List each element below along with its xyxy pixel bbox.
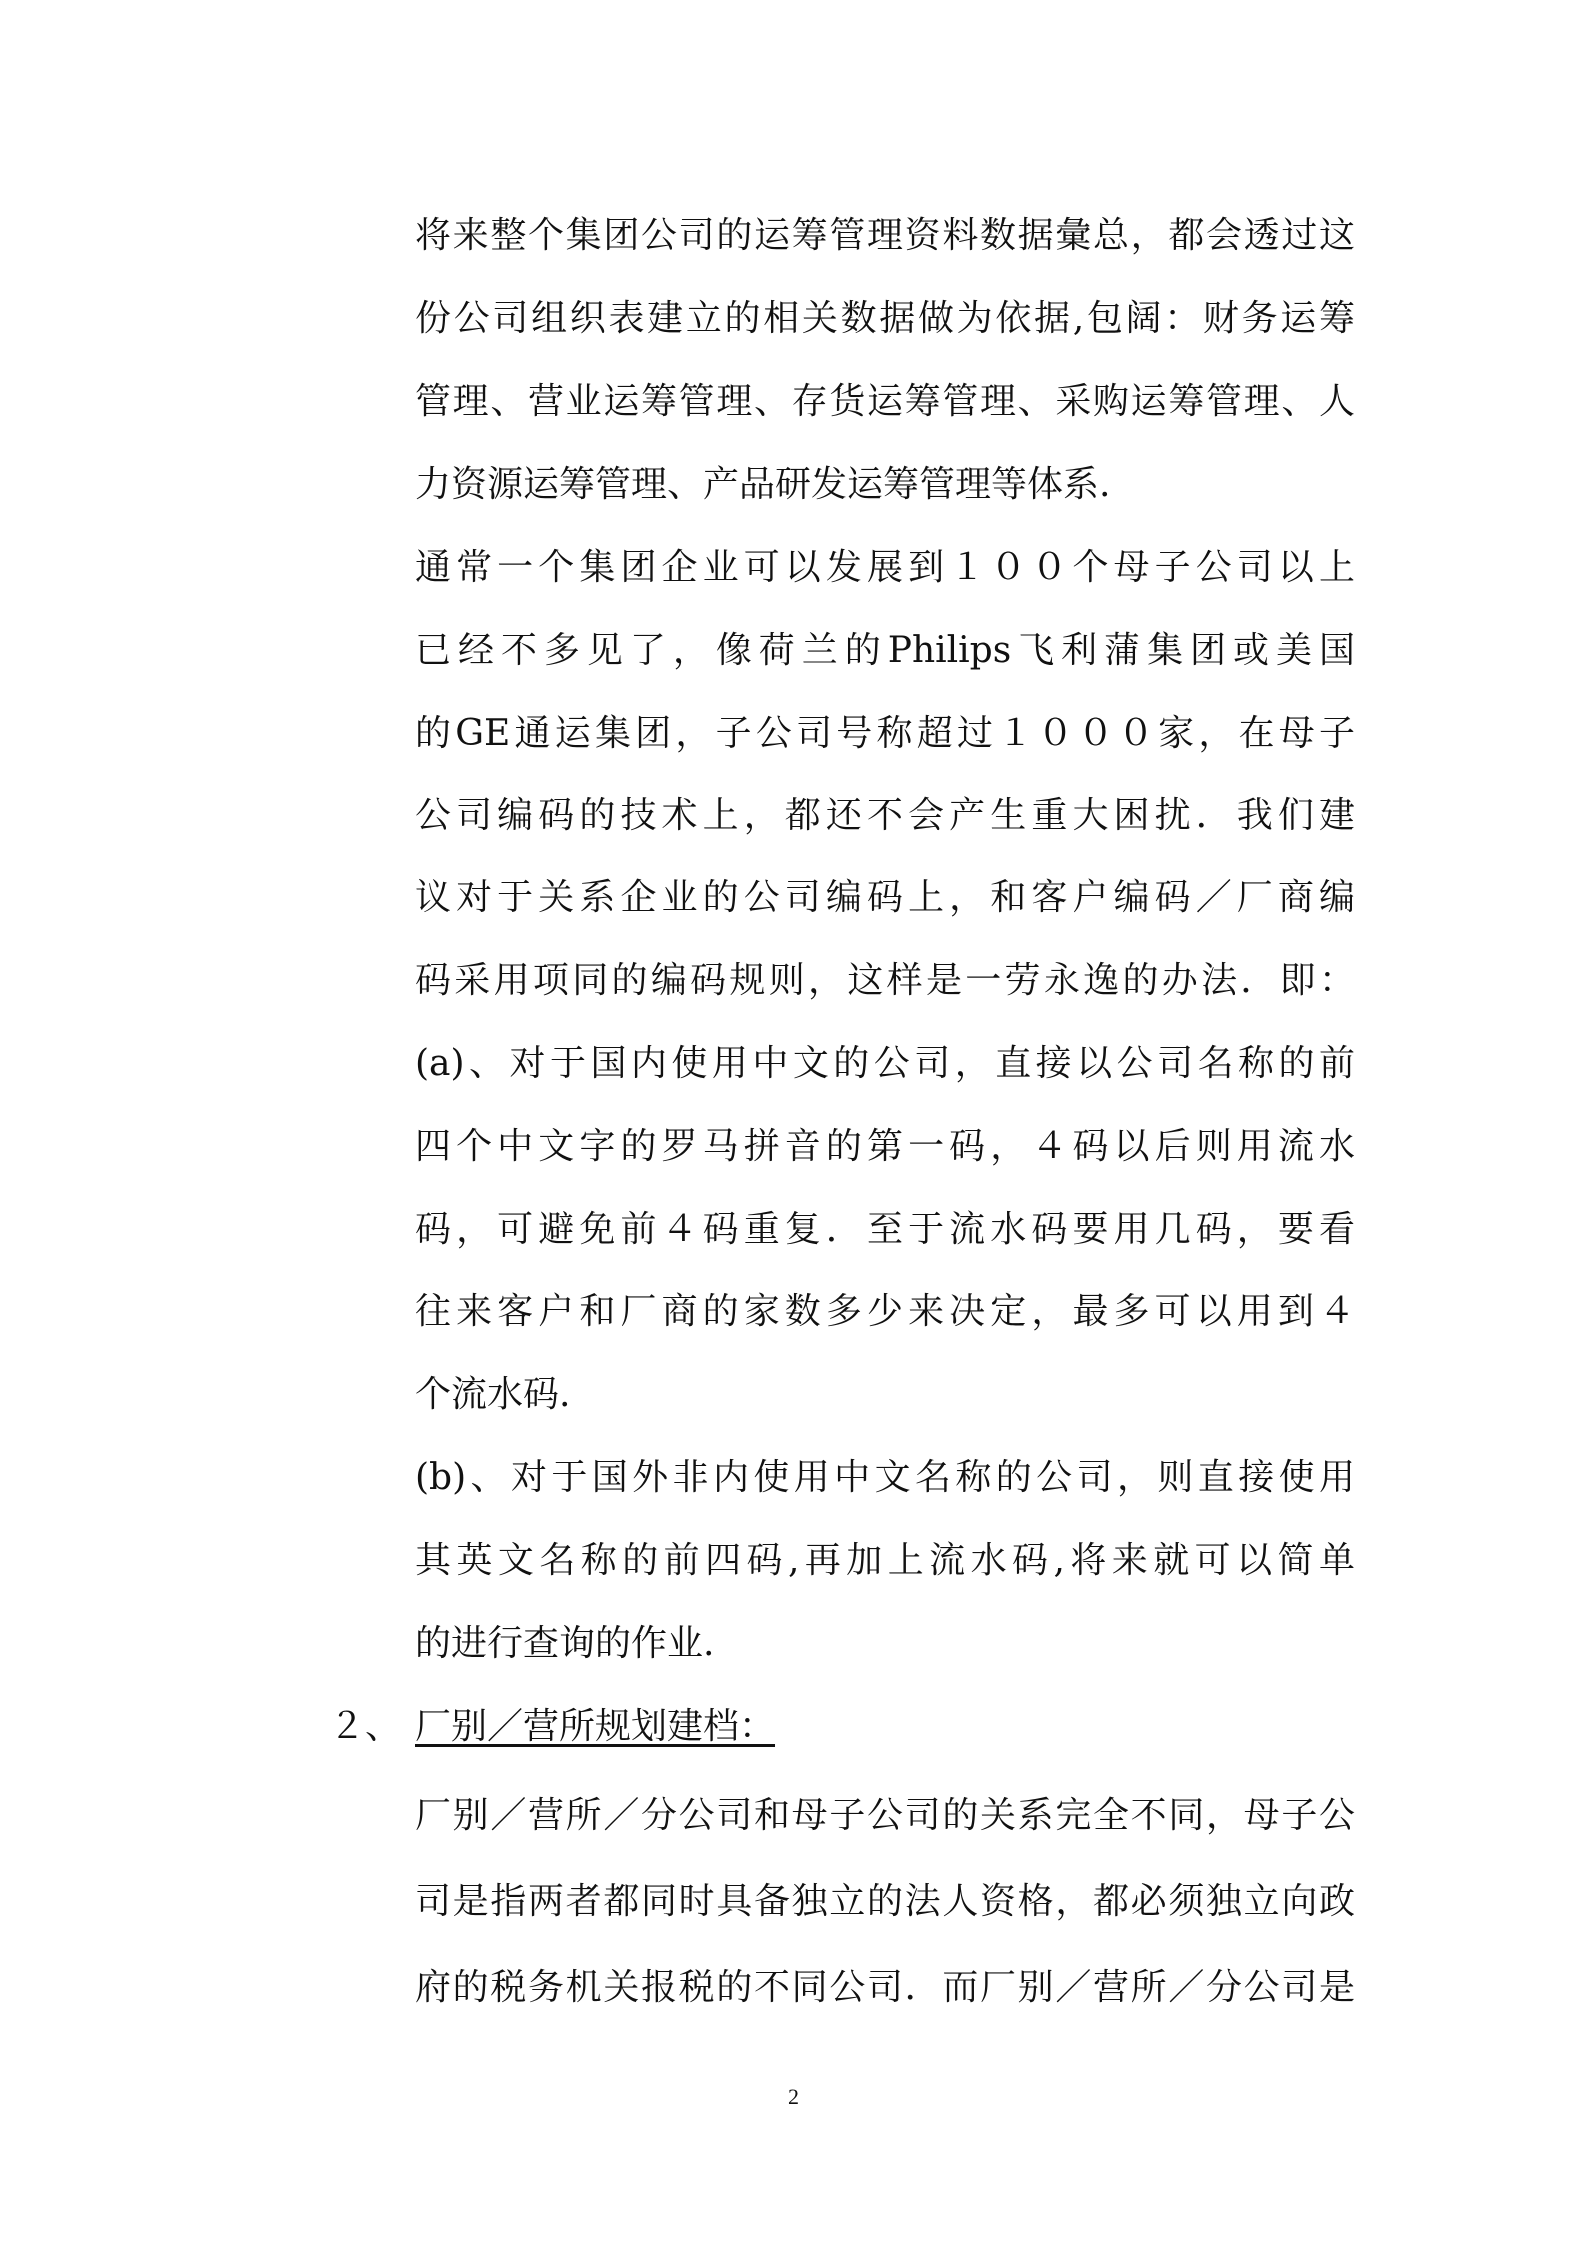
text-line: 议对于关系企业的公司编码上，和客户编码／厂商编 [415, 877, 1355, 918]
text-line: 厂别／营所／分公司和母子公司的关系完全不同，母子公 [415, 1795, 1355, 1836]
text-line: 的进行查询的作业. [415, 1623, 715, 1664]
text-line: (b)、对于国外非内使用中文名称的公司，则直接使用 [415, 1457, 1355, 1498]
text-line: 公司编码的技术上，都还不会产生重大困扰．我们建 [415, 795, 1355, 836]
text-line: 的GE通运集团，子公司号称超过１０００家，在母子 [415, 713, 1355, 754]
text-line: 府的税务机关报税的不同公司．而厂别／营所／分公司是 [415, 1967, 1355, 2008]
section-number: ２、 [329, 1706, 402, 1747]
text-line: 往来客户和厂商的家数多少来决定，最多可以用到４ [415, 1291, 1355, 1332]
text-line: (a)、对于国内使用中文的公司，直接以公司名称的前 [415, 1043, 1355, 1084]
text-line: 已经不多见了，像荷兰的Philips飞利蒲集团或美国 [415, 630, 1355, 671]
text-line: 通常一个集团企业可以发展到１００个母子公司以上 [415, 547, 1355, 588]
text-line: 司是指两者都同时具备独立的法人资格，都必须独立向政 [415, 1881, 1355, 1922]
text-line: 个流水码. [415, 1374, 571, 1415]
text-line: 份公司组织表建立的相关数据做为依据,包阔：财务运筹 [415, 298, 1355, 339]
text-line: 码采用项同的编码规则，这样是一劳永逸的办法．即： [415, 960, 1355, 1001]
text-line: 其英文名称的前四码,再加上流水码,将来就可以简单 [415, 1540, 1355, 1581]
text-line: 四个中文字的罗马拼音的第一码，４码以后则用流水 [415, 1126, 1355, 1167]
text-line: 将来整个集团公司的运筹管理资料数据彙总，都会透过这 [415, 215, 1355, 256]
section-heading: 厂别／营所规划建档： [415, 1706, 776, 1747]
text-line: 码，可避免前４码重复．至于流水码要用几码，要看 [415, 1209, 1355, 1250]
text-line: 力资源运筹管理、产品研发运筹管理等体系. [415, 464, 1111, 505]
page-number: 2 [788, 2084, 799, 2109]
text-line: 管理、营业运筹管理、存货运筹管理、采购运筹管理、人 [415, 381, 1355, 422]
